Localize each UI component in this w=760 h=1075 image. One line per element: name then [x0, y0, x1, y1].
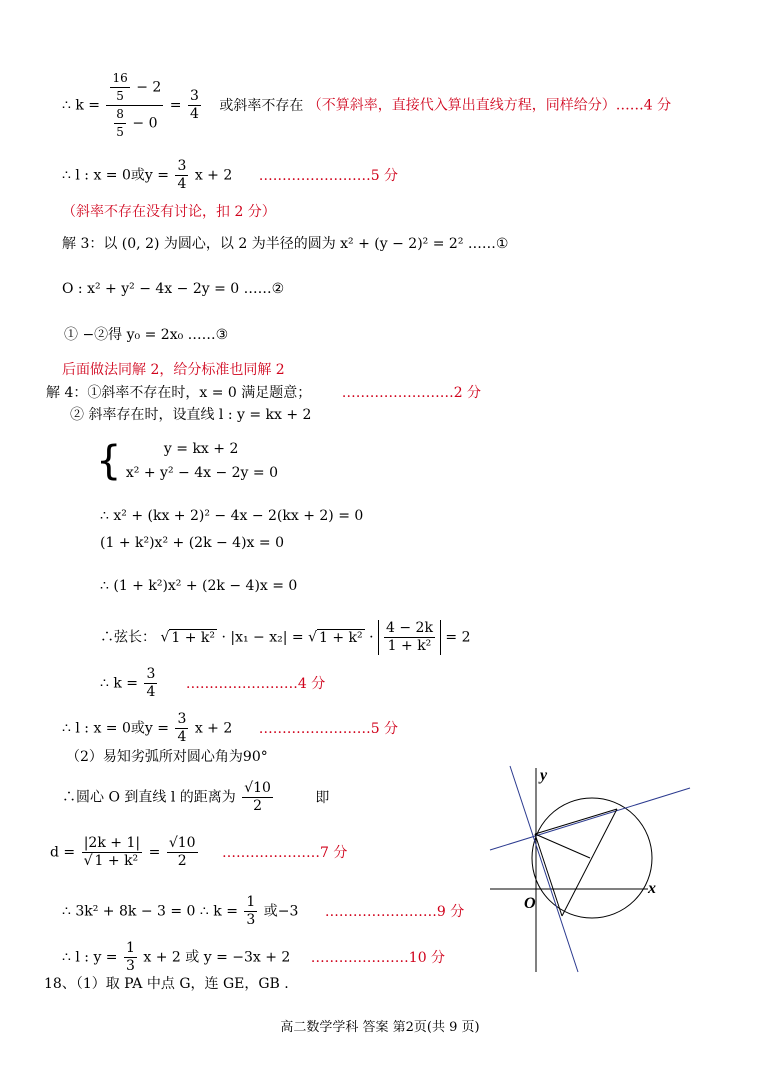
line-equation-1: [62, 158, 398, 193]
k-value-den: 4: [189, 106, 199, 122]
perpendicular-segment: [535, 834, 590, 858]
system-brace: {: [96, 438, 122, 484]
l2-fraction: [175, 711, 188, 746]
chord-fraction: [384, 620, 435, 655]
radius-segment-2: [535, 834, 562, 916]
question-18: 18、（1）取 PA 中点 G，连 GE，GB .: [44, 976, 289, 992]
system-lines: [126, 437, 278, 485]
chord-abs: [378, 620, 441, 655]
k-num-inner: [110, 70, 129, 105]
l2-text: ∴ l : x = 0或y =: [62, 720, 169, 737]
k-den-rest: − 0: [132, 115, 158, 132]
k-den-mid: 5: [116, 125, 124, 139]
d-value-fraction: [167, 835, 198, 870]
line-l-2: [510, 766, 578, 972]
y-axis-label: y: [540, 767, 548, 784]
x-axis-label: x: [648, 880, 656, 897]
l2-num: 3: [177, 711, 187, 727]
quad-score: ……………………9 分: [324, 903, 465, 920]
distance-text: ∴圆心 O 到直线 l 的距离为: [62, 789, 236, 806]
solution-4-case-a: [46, 384, 481, 402]
l1-den: 4: [177, 176, 187, 192]
chord-mid: · |x₁ − x₂| =: [221, 629, 304, 646]
k-numerator: [106, 70, 163, 106]
chord-segment: [535, 809, 617, 834]
d-score: …………………7 分: [222, 844, 348, 861]
k-or-text: 或斜率不存在: [219, 97, 304, 114]
k2-score: ……………………4 分: [185, 675, 326, 692]
chord-num: 4 − 2k: [386, 620, 433, 636]
quad-num: 1: [246, 894, 256, 910]
l1-fraction: [175, 158, 188, 193]
solution-3-note: 后面做法同解 2，给分标准也同解 2: [62, 362, 285, 378]
k-fraction: [106, 70, 163, 141]
part-2-heading: （2）易知劣弧所对圆心角为90°: [66, 749, 268, 765]
final-den: 3: [126, 958, 135, 974]
l2-den: 4: [177, 729, 187, 745]
k-den-top: 8: [114, 106, 126, 124]
final-line-equation: [62, 940, 445, 975]
substitution-3: ∴ (1 + k²)x² + (2k − 4)x = 0: [100, 578, 298, 594]
d-value-num: √10: [168, 835, 196, 851]
substitution-2: (1 + k²)x² + (2k − 4)x = 0: [100, 535, 284, 551]
quad-text: ∴ 3k² + 8k − 3 = 0 ∴ k =: [62, 903, 238, 920]
solution-4-case-b: ② 斜率存在时，设直线 l : y = kx + 2: [70, 407, 312, 423]
distance-num: √10: [244, 780, 271, 796]
d-label: d =: [50, 844, 76, 861]
distance-statement: [62, 780, 329, 815]
d-den-wrap: √ 1 + k²: [83, 853, 139, 869]
chord-dot: ·: [369, 629, 374, 646]
quad-rest: 或−3: [263, 903, 299, 920]
line-equation-2: [62, 711, 398, 746]
d-fraction: [82, 835, 143, 870]
page-footer: 高二数学学科 答案 第2页(共 9 页): [280, 1020, 480, 1035]
system-line-2: x² + y² − 4x − 2y = 0: [125, 465, 278, 481]
quad-den: 3: [246, 912, 256, 928]
origin-label: O: [524, 895, 536, 912]
chord-den: 1 + k²: [387, 638, 432, 654]
slope-deduction-note: （斜率不存在没有讨论，扣 2 分）: [62, 204, 276, 220]
k-num-top: 16: [110, 70, 129, 88]
solution-3: 解 3：以 (0, 2) 为圆心，以 2 为半径的圆为 x² + (y − 2)² = 2² ……①: [62, 236, 509, 252]
circle-o-equation: O : x² + y² − 4x − 2y = 0 ……②: [62, 281, 285, 297]
k2-fraction: [144, 666, 157, 701]
final-score: …………………10 分: [310, 949, 446, 966]
k2-num: 3: [146, 666, 156, 682]
k-num-mid: 5: [116, 89, 124, 103]
l1-rest: x + 2: [194, 167, 233, 184]
k-value: [188, 88, 201, 123]
final-fraction: [124, 940, 137, 975]
k-num-rest: − 2: [136, 79, 162, 96]
d-num: |2k + 1|: [82, 835, 143, 853]
quad-fraction: [244, 894, 257, 929]
k-den-inner: [114, 106, 126, 141]
k2-den: 4: [146, 684, 156, 700]
l1-num: 3: [177, 158, 187, 174]
sol4-a-text: 解 4：①斜率不存在时，x = 0 满足题意；: [46, 385, 312, 401]
k-result-2: [100, 666, 325, 701]
quadratic-result: [62, 894, 464, 929]
final-text-a: ∴ l : y =: [62, 949, 118, 966]
chord-sqrt-2: 1 + k²: [319, 629, 363, 646]
sol4-a-score: ……………………2 分: [341, 385, 482, 401]
chord-label: ∴弦长：: [100, 629, 156, 646]
substitution-1: ∴ x² + (kx + 2)² − 4x − 2(kx + 2) = 0: [100, 508, 364, 524]
distance-ji: 即: [315, 789, 330, 806]
l2-rest: x + 2: [194, 720, 233, 737]
d-value-den: 2: [177, 853, 187, 869]
final-text-b: x + 2 或 y = −3x + 2: [143, 949, 291, 966]
k2-label: ∴ k =: [100, 675, 139, 692]
l1-score: ……………………5 分: [258, 167, 399, 184]
distance-fraction: [242, 780, 273, 815]
k-equals: =: [169, 97, 182, 114]
k-denominator: [106, 106, 163, 141]
final-num: 1: [126, 940, 135, 956]
d-equals: =: [148, 844, 161, 861]
k-label: ∴ k =: [62, 97, 101, 114]
circle-line-figure: [480, 758, 700, 980]
subtraction-result: ① −②得 y₀ = 2x₀ ……③: [64, 327, 229, 343]
chord-result: = 2: [445, 629, 471, 646]
chord-length: ∴弦长： √ 1 + k² · |x₁ − x₂| = √ 1 + k² · $\frac{4 - 2k}{\text{1 + k²}}$ = 2: [100, 620, 471, 654]
k-score-note: （不算斜率，直接代入算出直线方程，同样给分）……4 分: [307, 97, 672, 114]
d-den: 1 + k²: [94, 853, 139, 869]
distance-den: 2: [253, 798, 263, 814]
chord-sqrt-1: 1 + k²: [171, 629, 216, 646]
equation-system: [96, 437, 278, 485]
distance-formula: [50, 835, 347, 870]
l2-score: ……………………5 分: [258, 720, 399, 737]
slope-equation: [62, 70, 671, 141]
l1-text: ∴ l : x = 0或y =: [62, 167, 169, 184]
k-value-num: 3: [189, 88, 199, 104]
system-line-1: y = kx + 2: [163, 441, 239, 457]
